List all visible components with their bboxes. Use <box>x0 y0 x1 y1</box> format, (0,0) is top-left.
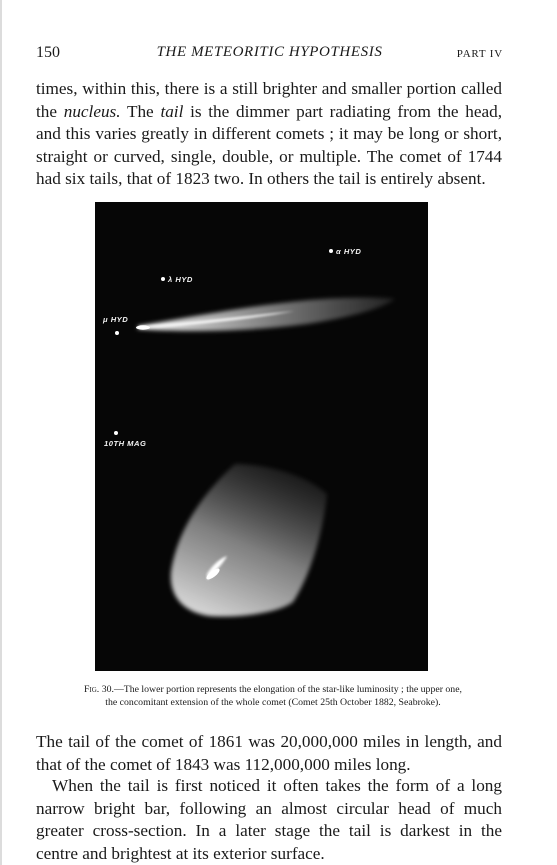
text-line: times, within this, there is a still brighter and smaller portion called <box>36 79 502 98</box>
comet-figure <box>95 202 428 671</box>
text-line: centre and brightest at its exterior surface. <box>36 843 325 863</box>
label-alpha-hyd: α HYD <box>336 247 362 256</box>
lower-comet <box>171 464 327 616</box>
label-tenth-mag: 10TH MAG <box>104 439 147 448</box>
paragraph-2 <box>36 731 502 776</box>
label-lambda-hyd: λ HYD <box>168 275 193 284</box>
upper-comet <box>136 298 395 331</box>
running-title: THE METEORITIC HYPOTHESIS <box>156 44 383 60</box>
text-line: greater cross-section. In a later stage the tail is darkest in the <box>36 821 502 840</box>
term-nucleus: nucleus. <box>63 101 121 121</box>
comet-illustration <box>95 202 428 671</box>
page-number: 150 <box>36 44 60 61</box>
star-tenth-mag <box>104 431 146 448</box>
text-line: The tail of the comet of 1861 was 20,000,000 miles in length, and <box>36 732 502 751</box>
text-line: When the tail is first noticed it often takes the form of a long <box>52 776 502 795</box>
text-line: that of the comet of 1843 was 112,000,000 miles long. <box>36 754 411 774</box>
star-mu-hyd <box>102 315 128 335</box>
text-segment: is the dimmer part radiating from the head, <box>190 101 503 121</box>
page-edge <box>0 0 2 865</box>
figure-caption <box>40 684 506 709</box>
part-label: PART IV <box>456 48 503 60</box>
paragraph-3 <box>36 775 502 865</box>
caption-line <box>40 684 506 697</box>
label-mu-hyd: μ HYD <box>103 315 129 324</box>
caption-text: —The lower portion represents the elongation of the star-like luminosity ; the upper one, <box>113 684 463 695</box>
text-line: narrow bright bar, following an almost circular head of much <box>36 798 502 818</box>
caption-line: the concomitant extension of the whole comet (Comet 25th October 1882, Seabroke). <box>105 696 441 708</box>
text-line: straight or curved, single, double, or multiple. The comet of 1744 <box>36 146 502 166</box>
star-lambda-hyd <box>161 275 193 284</box>
text-line <box>36 101 502 124</box>
text-line: had six tails, that of 1823 two. In others the tail is entirely absent. <box>36 169 486 188</box>
running-head <box>36 44 503 66</box>
text-segment: The <box>126 101 154 121</box>
term-tail: tail <box>160 101 184 121</box>
paragraph-1 <box>36 78 502 191</box>
text-line: and this varies greatly in different comets ; it may be long or short, <box>36 124 502 143</box>
star-alpha-hyd <box>329 247 361 256</box>
text-segment: the <box>36 101 57 121</box>
caption-prefix: Fig. 30. <box>83 684 114 695</box>
